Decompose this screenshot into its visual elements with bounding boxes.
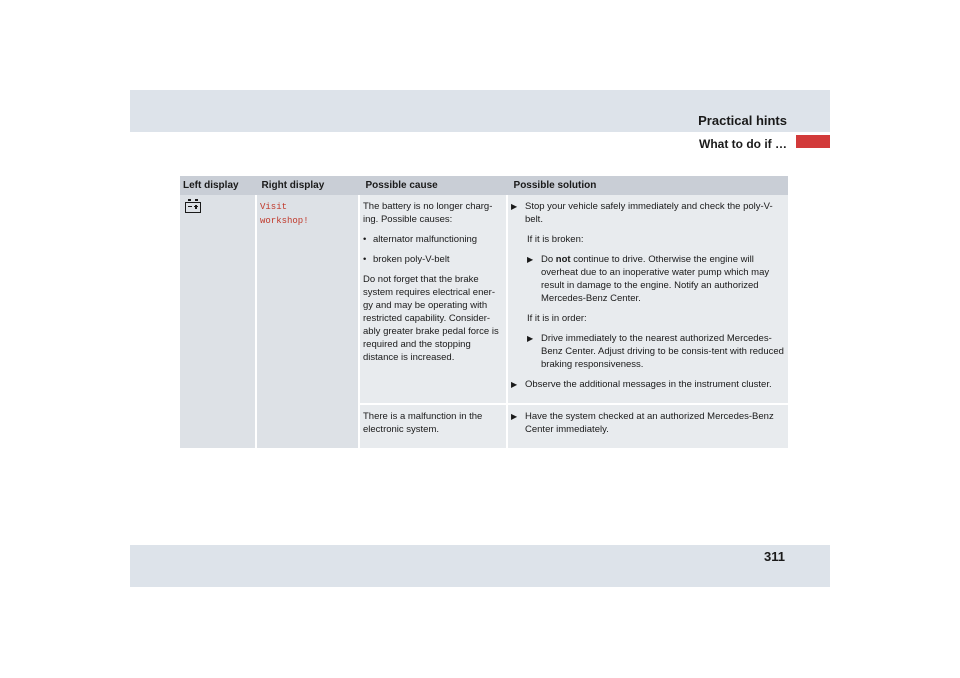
col-header-possible-solution: Possible solution — [513, 180, 597, 191]
bullet-icon: • — [363, 234, 367, 245]
triangle-arrow-icon: ▶ — [527, 334, 534, 343]
triangle-arrow-icon: ▶ — [511, 202, 518, 211]
indented-block — [511, 233, 785, 371]
table-row — [180, 195, 788, 448]
solution-step-text: Do not continue to drive. Otherwise the engine will overheat due to an inoperative water pump which may result in damage to the engine. Notify an authorized Mercedes-Benz Center. — [541, 254, 770, 304]
list-item — [527, 332, 785, 371]
triangle-arrow-icon: ▶ — [511, 412, 518, 421]
cause-text: There is a malfunction in the electronic system. — [363, 411, 483, 435]
possible-cause-cell — [360, 405, 508, 448]
triangle-arrow-icon: ▶ — [511, 380, 518, 389]
if-in-order-label: If it is in order: — [527, 313, 587, 324]
troubleshooting-table — [180, 176, 788, 448]
list-item — [527, 253, 785, 305]
display-message-line-2: workshop! — [260, 216, 309, 226]
right-display-cell — [257, 195, 360, 448]
battery-icon — [185, 202, 201, 213]
section-title: Practical hints — [698, 113, 787, 128]
subsection-title: What to do if … — [699, 137, 787, 151]
solution-step-text: Drive immediately to the nearest authorized Mercedes-Benz Center. Adjust driving to be consis-tent with reduced braking responsiveness. — [541, 333, 784, 370]
solution-step-text: Have the system checked at an authorized Mercedes-Benz Center immediately. — [525, 411, 774, 435]
cause-note: Do not forget that the brake system requires electrical ener-gy and may be operating with restricted capability. Consider-ably greater brake pedal force is required and the stopping distance is increased. — [363, 274, 499, 363]
display-message-line-1: Visit — [260, 202, 288, 212]
list-item — [511, 200, 785, 226]
possible-solution-cell — [508, 195, 788, 403]
list-item — [511, 410, 785, 436]
table-subrow — [360, 403, 788, 448]
solution-step-text: Observe the additional messages in the instrument cluster. — [525, 379, 772, 390]
table-subrow — [360, 195, 788, 403]
list-item — [363, 233, 503, 246]
cause-bullet-text: alternator malfunctioning — [373, 234, 478, 245]
cause-intro: The battery is no longer charg-ing. Possible causes: — [363, 201, 493, 225]
section-tab-marker — [796, 135, 830, 148]
possible-cause-cell — [360, 195, 508, 403]
triangle-arrow-icon: ▶ — [527, 255, 534, 264]
col-header-left-display: Left display — [183, 180, 239, 191]
col-header-right-display: Right display — [261, 180, 325, 191]
bullet-icon: • — [363, 254, 367, 265]
table-header — [180, 176, 788, 195]
cause-bullet-text: broken poly-V-belt — [373, 254, 450, 265]
list-item — [511, 378, 785, 391]
possible-solution-cell — [508, 405, 788, 448]
col-header-possible-cause: Possible cause — [365, 180, 438, 191]
page-number: 311 — [764, 549, 785, 564]
footer-band — [130, 545, 830, 587]
solution-step-text: Stop your vehicle safely immediately and check the poly-V-belt. — [525, 201, 773, 225]
if-broken-label: If it is broken: — [527, 234, 584, 245]
list-item — [363, 253, 503, 266]
cause-solution-group — [360, 195, 788, 448]
left-display-cell — [180, 195, 257, 448]
